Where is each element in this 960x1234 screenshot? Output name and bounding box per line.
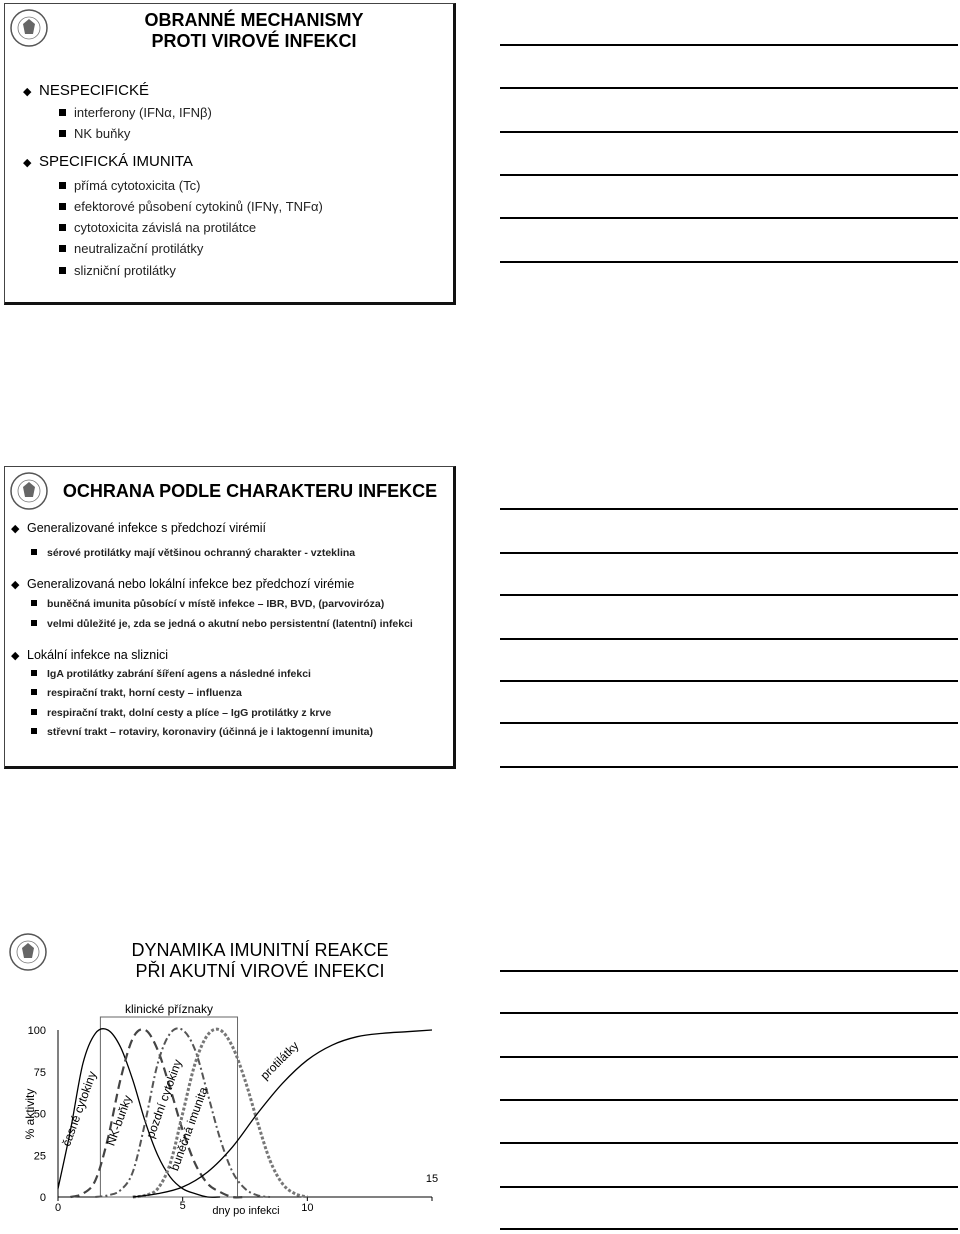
square-bullet-icon: [59, 203, 66, 210]
diamond-bullet-icon: ◆: [23, 157, 32, 169]
square-bullet-icon: [31, 670, 37, 676]
x-axis-label: dny po infekci: [212, 1205, 280, 1217]
title-line-2: PROTI VIROVÉ INFEKCI: [151, 31, 357, 51]
series-label: NK-buňky: [103, 1093, 135, 1148]
square-bullet-icon: [31, 728, 37, 734]
y-axis-label: % aktivity: [23, 1088, 37, 1140]
note-line: [500, 594, 958, 596]
square-bullet-icon: [31, 689, 37, 695]
list-item: slizniční protilátky: [59, 263, 176, 278]
clinical-symptoms-label: klinické příznaky: [124, 1002, 213, 1016]
square-bullet-icon: [59, 109, 66, 116]
series-label: protilátky: [257, 1038, 302, 1083]
square-bullet-icon: [59, 130, 66, 137]
list-item: cytotoxicita závislá na protilátce: [59, 220, 256, 235]
university-seal-icon: [9, 471, 49, 511]
university-seal-icon: [8, 932, 48, 972]
university-seal-icon: [9, 8, 49, 48]
list-item: sérové protilátky mají většinou ochranný charakter - vzteklina: [31, 547, 355, 559]
square-bullet-icon: [31, 549, 37, 555]
slide-2-title: OCHRANA PODLE CHARAKTERU INFEKCE: [62, 481, 438, 501]
slide-1: [4, 3, 456, 305]
x-tick-label: 0: [54, 1202, 62, 1214]
square-bullet-icon: [59, 182, 66, 189]
note-line: [500, 722, 958, 724]
diamond-bullet-icon: ◆: [11, 579, 20, 591]
note-line: [500, 638, 958, 640]
x-tick-label: 5: [179, 1200, 186, 1212]
note-line: [500, 1228, 958, 1230]
y-tick-label: 50: [33, 1108, 46, 1121]
note-line: [500, 1186, 958, 1188]
note-line: [500, 1099, 958, 1101]
diamond-bullet-icon: ◆: [11, 523, 20, 535]
note-line: [500, 217, 958, 219]
square-bullet-icon: [59, 224, 66, 231]
note-line: [500, 87, 958, 89]
y-tick-label: 25: [33, 1150, 46, 1163]
note-line: [500, 552, 958, 554]
note-line: [500, 131, 958, 133]
y-tick-label: 0: [39, 1192, 46, 1204]
slide-1-title: [65, 10, 443, 52]
list-item: buněčná imunita působící v místě infekce – IBR, BVD, (parvoviróza): [31, 598, 384, 610]
x-tick-label: 10: [301, 1202, 314, 1214]
section-heading: ◆ NESPECIFICKÉ: [23, 82, 150, 99]
note-line: [500, 1056, 958, 1058]
diamond-bullet-icon: ◆: [11, 650, 20, 662]
list-item: velmi důležité je, zda se jedná o akutní nebo persistentní (latentní) infekci: [31, 618, 413, 630]
list-item: NK buňky: [59, 126, 130, 141]
square-bullet-icon: [31, 620, 37, 626]
y-tick-label: 100: [27, 1025, 46, 1037]
note-line: [500, 261, 958, 263]
list-item: přímá cytotoxicita (Tc): [59, 178, 200, 193]
list-item: neutralizační protilátky: [59, 241, 203, 256]
x-tick-label: 15: [425, 1173, 439, 1185]
title-line-1: DYNAMIKA IMUNITNÍ REAKCE: [131, 940, 389, 960]
series-label: buněčná imunita: [167, 1085, 211, 1173]
square-bullet-icon: [59, 267, 66, 274]
square-bullet-icon: [31, 709, 37, 715]
square-bullet-icon: [59, 245, 66, 252]
section-heading: ◆ SPECIFICKÁ IMUNITA: [23, 153, 193, 170]
section-heading: ◆ Generalizované infekce s předchozí virémií: [11, 521, 267, 535]
section-heading: ◆ Generalizovaná nebo lokální infekce bez předchozí virémie: [11, 577, 355, 591]
note-line: [500, 1142, 958, 1144]
section-heading: ◆ Lokální infekce na sliznici: [11, 648, 169, 662]
note-line: [500, 680, 958, 682]
list-item: interferony (IFNα, IFNβ): [59, 105, 212, 120]
note-line: [500, 1012, 958, 1014]
title-line-2: PŘI AKUTNÍ VIROVÉ INFEKCI: [135, 961, 385, 981]
list-item: efektorové působení cytokinů (IFNγ, TNFα): [59, 199, 323, 214]
series-label: časné cytokiny: [59, 1069, 100, 1149]
note-line: [500, 174, 958, 176]
title-line-1: OBRANNÉ MECHANISMY: [144, 10, 364, 30]
square-bullet-icon: [31, 600, 37, 606]
note-line: [500, 508, 958, 510]
immune-response-chart: [0, 994, 460, 1234]
note-line: [500, 970, 958, 972]
list-item: střevní trakt – rotaviry, koronaviry (účinná je i laktogenní imunita): [31, 726, 373, 738]
list-item: respirační trakt, horní cesty – influenza: [31, 687, 242, 699]
slide-2: [4, 466, 456, 769]
series-label: pozdní cytokiny: [143, 1057, 185, 1141]
y-tick-label: 75: [33, 1066, 46, 1079]
list-item: IgA protilátky zabrání šíření agens a následné infekci: [31, 668, 311, 680]
slide-3-title: [84, 940, 436, 982]
note-line: [500, 44, 958, 46]
note-line: [500, 766, 958, 768]
diamond-bullet-icon: ◆: [23, 86, 32, 98]
list-item: respirační trakt, dolní cesty a plíce – IgG protilátky z krve: [31, 707, 331, 719]
